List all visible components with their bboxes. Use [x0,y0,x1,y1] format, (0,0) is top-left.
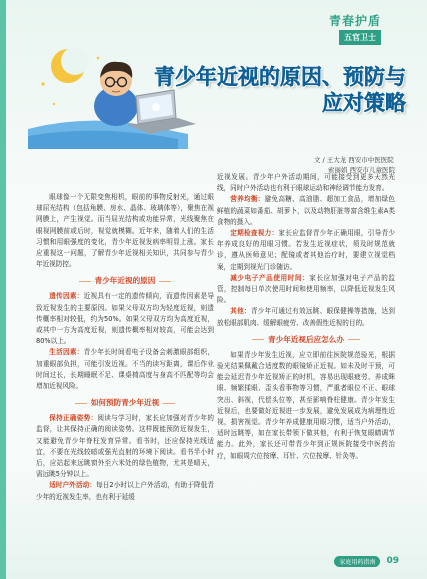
boy-figure [94,62,138,126]
footer [334,555,399,567]
left-column [36,192,214,503]
section-title-prevention [36,397,214,408]
paragraph-after-myopia: 如果青少年发生近视，应立即前往医院规范验光，根据验光结果佩戴合适度数的眼镜矫正近视。如未及时干预，可能会延迟青少年近视矫正的时机，容易出现眼疲劳、养成眯眼、频繁揉眼、歪头看事物等习惯，严重者眼位不正、眼球突出、斜视，代偿头位等，甚至影响脊柱健康。青少年发生近视后，也要做好近视进一步发展，避免发展成为病理性近视，损害视觉。青少年养成健康用眼习惯，适当户外活动，适时远眺等，如在家长带领下做其他，有利于恢复眼睛调节能力。此外，家长还可带青少年到正规医院接受中医药治疗，如眼周穴位按摩、耳针、穴位按摩、针灸等。 [217,350,395,460]
title-line-1: 青少年近视的原因、预防与 [154,64,406,89]
paragraph-outdoor-cont: 近视发展。青少年户外活动期间，可能接受到更多天然光线，同时户外活动也有利于眼球运动和神经调节能力发育。 [217,173,395,193]
section-title-causes-text: 青少年近视的原因 [94,276,156,286]
section-title-after-myopia-text: 青少年近视后应怎么办 [268,334,344,344]
right-column [217,172,395,462]
text-nutrition: 避免高糖、高油脂、超加工食品，增加绿色鲜植的蔬菜如番茄、胡萝卜，以及动物肝脏等富含维生素A类食物的摄入。 [217,195,396,226]
keyword-checkup: 定期检查视力： [230,229,279,238]
text-posture: 阅读与学习时，家长应加强对青少年的监督，让其保持正确的阅读姿势。这样既能预防近视发生，又能避免青少年脊柱发育异常。看书时，还应保持光线适宜，不要在光线较暗或强光直射的环境下阅读。看书半小时后，应站起来远眺窗外至六米处的绿色植物，尤其是晴天，需远眺5分钟以上。 [36,414,215,479]
paragraph-lifestyle [36,347,214,392]
left-decor-strip [0,0,6,579]
keyword-posture: 保持正确姿势： [49,414,98,423]
section-title-prevention-text: 如何预防青少年近视 [90,398,160,408]
paragraph-genetic [36,291,214,347]
keyword-genetic: 遗传因素： [49,292,84,301]
text-genetic: 近视具有一定的遗传倾向，而遗传因素是导致近视发生的主要原因。如果父母双方均为轻度近视，则遗传概率相对较低，约为50%。如果父母双方均为高度近视，或其中一方为高度近视，则遗传概率相对较高，可能会达到80%以上。 [36,292,215,346]
paragraph-screen-time [217,273,395,307]
title-line-2: 应对策略 [322,90,406,115]
text-lifestyle: 青少年长时间看电子设备会刺激眼部组织，加重眼部负担，可能引发近视。不当的读写距离，课后作业时间过长，长期睡眠不足、课桌椅高度与身高不匹配等均会增加近视风险。 [36,348,215,391]
keyword-outdoor: 适时户外活动： [49,481,97,490]
moon-icon [51,47,89,83]
paragraph-checkup [217,228,395,273]
paragraph-posture [36,413,214,480]
page-number: 09 [386,556,399,566]
text-screen-time: 家长应加强对电子产品的监管，控制每日单次使用时间和使用频率，以降低近视发生风险。 [217,273,395,305]
section-title-causes [36,275,214,286]
article-title [138,64,406,116]
text-outdoor: 每日2小时以上户外活动，有助于降低青少年的近视发生率，也有利于延缓 [36,481,215,501]
text-checkup: 家长应监督青少年正确用眼，引导青少年养成良好的用眼习惯。若发生近视症状，须及时规范就诊，遵从医师意见；配镜或者其他治疗时，要建立视觉档案，定期到视光门诊随访。 [217,229,396,271]
paragraph-outdoor [36,480,214,502]
footer-label: 家庭用药指南 [334,556,380,567]
paragraph-other [217,306,395,328]
paragraph-nutrition [217,194,395,228]
section-title-after-myopia [217,334,395,345]
column-subtitle: 五官卫士 [339,30,381,45]
keyword-nutrition: 营养均衡： [230,195,265,204]
column-name: 青春护盾 [328,14,381,28]
keyword-other: 其他： [230,307,251,316]
text-other: 青少年可通过有效远眺、眼保健操等措施，达到放松眼部肌肉、缓解眼疲劳、改善假性近视的目的。 [217,307,396,327]
keyword-screen-time: 减少电子产品使用时间： [230,273,310,282]
keyword-lifestyle: 生活因素： [49,348,84,357]
author-line-2: 索丽娟 西安市儿童医院 [327,166,395,174]
author-line-1: 文 / 王大龙 西安市中医医院 [313,156,394,164]
intro-paragraph: 眼球像一个无限变焦相机，眼前的事物反射光，通过眼球屈光结构（包括角膜、房水、晶体、玻璃体等），聚焦在视网膜上，产生视觉。而当屈光结构或功能异常，光线聚焦在眼视网膜前或后时，视觉就模糊。近年来，随着人们的生活习惯和用眼强度的变化，青少年近视发病率明显上涨。家长应重视这一问题，了解青少年近视相关知识，共同参与青少年近视防控。 [36,193,214,269]
